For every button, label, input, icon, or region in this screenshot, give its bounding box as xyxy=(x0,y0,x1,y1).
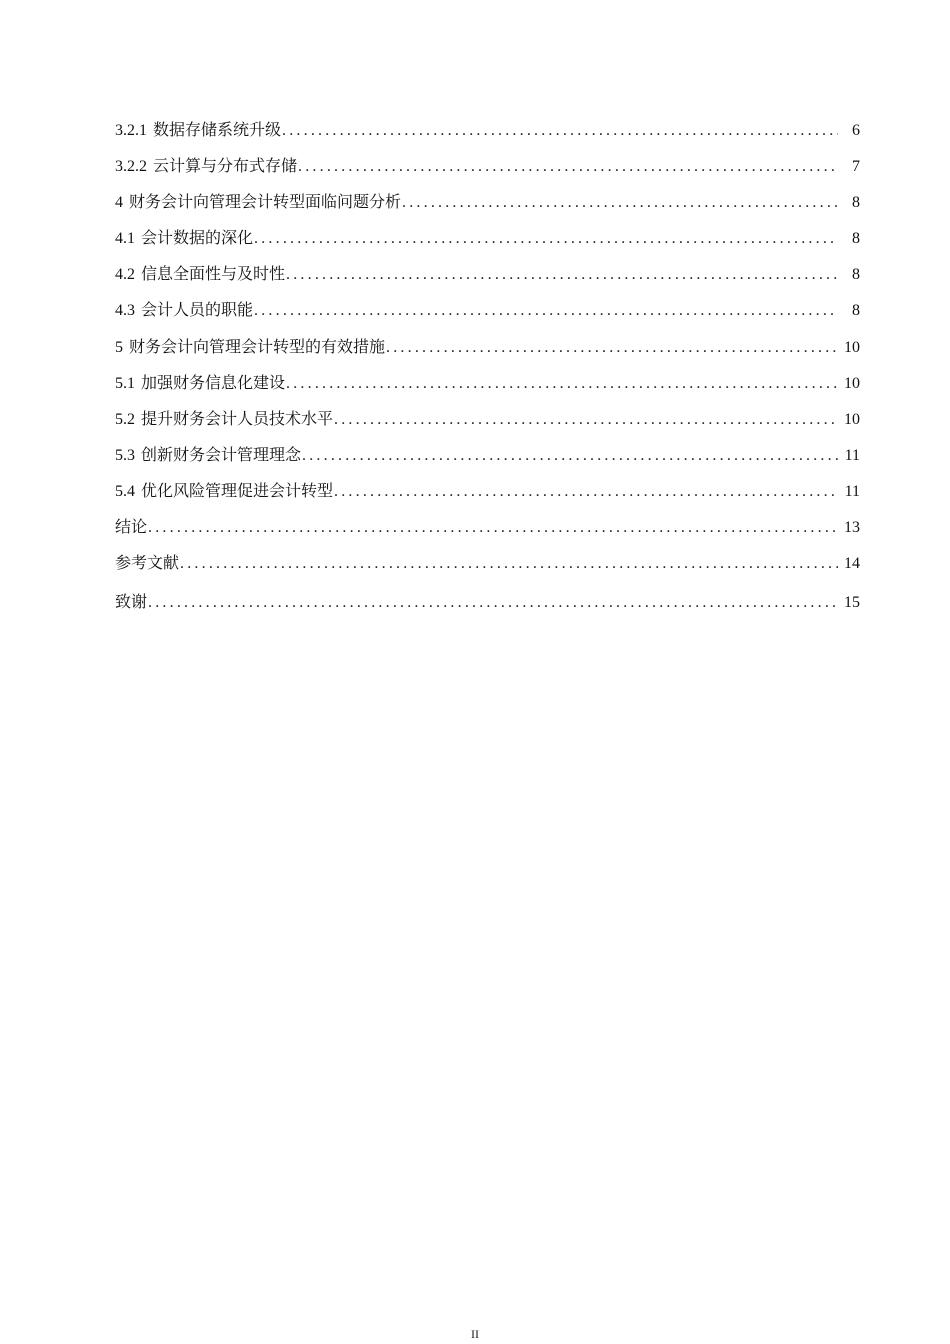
toc-entry-page: 8 xyxy=(852,266,860,284)
toc-entry[interactable] xyxy=(115,407,860,443)
toc-dot-leader xyxy=(386,336,838,360)
toc-entry-page: 11 xyxy=(844,446,860,464)
toc-entry-title: 优化风险管理促进会计转型 xyxy=(141,480,334,500)
toc-entry-page: 13 xyxy=(844,519,860,537)
toc-dot-leader xyxy=(334,408,838,432)
toc-dot-leader xyxy=(254,299,838,323)
toc-entry-title: 创新财务会计管理理念 xyxy=(141,444,302,464)
toc-entry[interactable] xyxy=(115,590,860,626)
toc-entry[interactable] xyxy=(115,226,860,262)
toc-entry-title: 信息全面性与及时性 xyxy=(141,264,286,284)
toc-entry-title: 财务会计向管理会计转型面临问题分析 xyxy=(129,192,402,212)
toc-entry-page: 11 xyxy=(844,482,860,500)
toc-entry-page: 8 xyxy=(852,230,860,248)
toc-entry[interactable] xyxy=(115,515,860,551)
toc-entry-page: 8 xyxy=(852,302,860,320)
toc-entry-page: 15 xyxy=(844,594,860,612)
toc-entry-number: 5.1 xyxy=(115,374,135,392)
toc-entry-page: 14 xyxy=(844,555,860,573)
toc-dot-leader xyxy=(286,263,838,287)
toc-entry-number: 4.3 xyxy=(115,302,135,320)
toc-dot-leader xyxy=(282,119,838,143)
toc-entry-title: 参考文献 xyxy=(115,553,180,573)
toc-entry-number: 5.2 xyxy=(115,410,135,428)
toc-entry[interactable] xyxy=(115,298,860,334)
toc-dot-leader xyxy=(334,480,838,504)
toc-entry-title: 会计数据的深化 xyxy=(141,228,254,248)
toc-entry[interactable] xyxy=(115,154,860,190)
toc-entry-page: 10 xyxy=(844,410,860,428)
toc-entry-title: 云计算与分布式存储 xyxy=(153,156,298,176)
toc-entry-title: 致谢 xyxy=(115,592,148,612)
toc-entry-number: 5.3 xyxy=(115,446,135,464)
toc-entry[interactable] xyxy=(115,479,860,515)
toc-entry[interactable] xyxy=(115,335,860,371)
toc-entry-number: 5 xyxy=(115,338,123,356)
table-of-contents xyxy=(115,118,860,626)
toc-dot-leader xyxy=(254,227,838,251)
toc-entry-number: 4 xyxy=(115,194,123,212)
page-number-footer: II xyxy=(471,1327,479,1341)
toc-entry-number: 3.2.2 xyxy=(115,158,147,176)
toc-dot-leader xyxy=(298,155,838,179)
toc-dot-leader xyxy=(180,552,838,576)
toc-entry-title: 数据存储系统升级 xyxy=(153,120,282,139)
toc-dot-leader xyxy=(402,191,838,215)
toc-entry[interactable] xyxy=(115,262,860,298)
toc-entry-page: 8 xyxy=(852,194,860,212)
toc-entry-number: 4.2 xyxy=(115,266,135,284)
toc-dot-leader xyxy=(148,591,838,615)
toc-entry-page: 7 xyxy=(852,158,860,176)
toc-dot-leader xyxy=(286,372,838,396)
toc-entry-page: 6 xyxy=(852,122,860,139)
toc-dot-leader xyxy=(302,444,838,468)
toc-entry-number: 4.1 xyxy=(115,230,135,248)
toc-entry-number: 5.4 xyxy=(115,482,135,500)
toc-entry[interactable] xyxy=(115,551,860,587)
toc-entry-page: 10 xyxy=(844,374,860,392)
toc-entry[interactable] xyxy=(115,371,860,407)
toc-entry[interactable] xyxy=(115,190,860,226)
toc-entry-title: 会计人员的职能 xyxy=(141,300,254,320)
toc-entry-title: 财务会计向管理会计转型的有效措施 xyxy=(129,336,386,356)
toc-entry-title: 提升财务会计人员技术水平 xyxy=(141,408,334,428)
toc-dot-leader xyxy=(148,516,838,540)
toc-entry[interactable] xyxy=(115,443,860,479)
toc-entry-number: 3.2.1 xyxy=(115,122,147,139)
toc-entry-title: 结论 xyxy=(115,517,148,537)
toc-entry-page: 10 xyxy=(844,338,860,356)
toc-entry[interactable] xyxy=(115,118,860,154)
toc-entry-title: 加强财务信息化建设 xyxy=(141,372,286,392)
